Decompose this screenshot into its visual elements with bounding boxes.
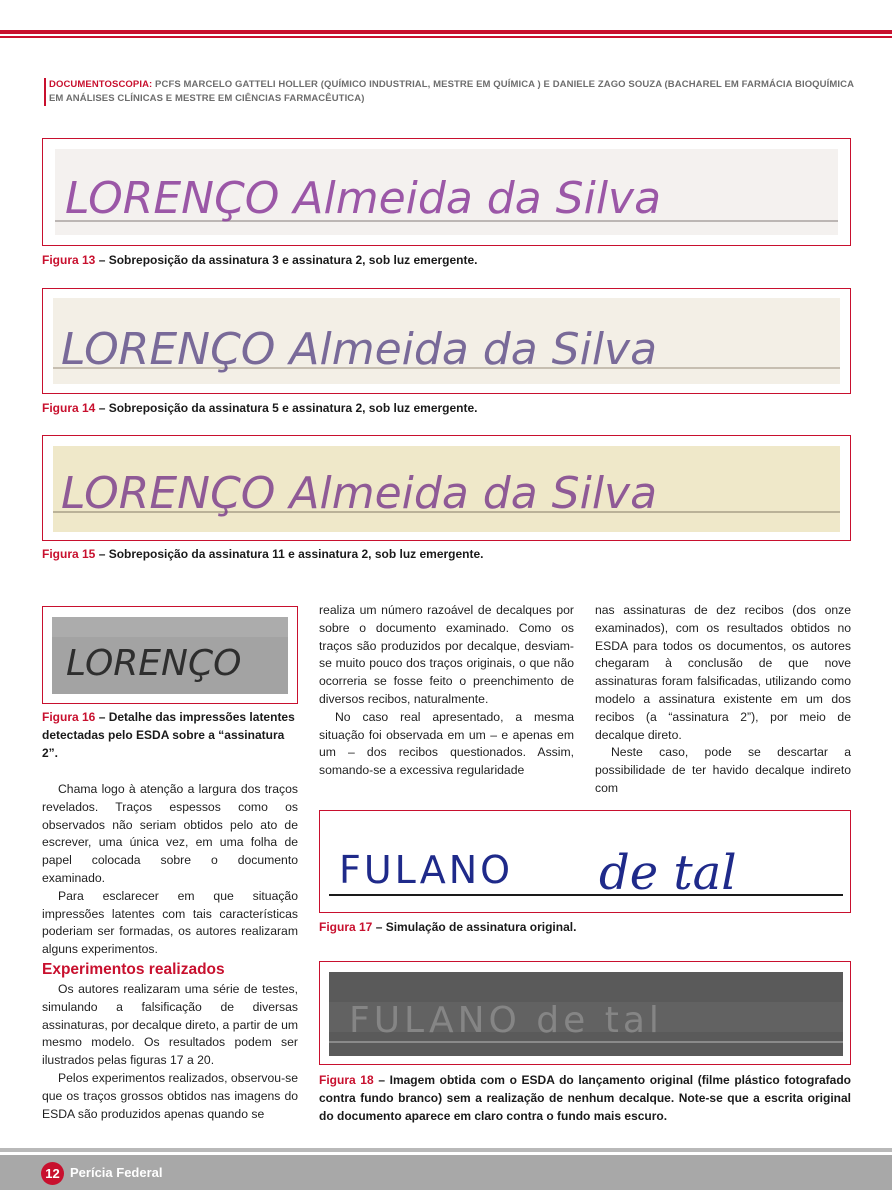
figure-16-text: – Detalhe das impressões latentes detectadas pelo ESDA sobre a “assinatura 2”.	[42, 710, 295, 760]
column-1-paragraph-2: Para esclarecer em que situação impressões latentes com tais características poderiam ser formadas, os autores realizaram alguns experimentos.	[42, 888, 298, 957]
figure-17-caption	[319, 919, 851, 936]
column-1-paragraph-1: Chama logo à atenção a largura dos traços revelados. Traços espessos como os observados não seriam obtidos pelo ato de escrever, uma única vez, em uma folha de papel colocada sobre o documento examinado.	[42, 782, 298, 885]
column-2	[319, 602, 574, 780]
figure-16-caption	[42, 708, 298, 762]
authors-line-2: EM ANÁLISES CLÍNICAS E MESTRE EM CIÊNCIAS FARMACÊUTICA)	[49, 93, 365, 104]
figure-13-label: Figura 13	[42, 253, 96, 267]
figure-14-caption	[42, 400, 851, 417]
figure-17-signature-part-1: FULANO	[339, 848, 514, 892]
figure-18-image	[329, 972, 843, 1056]
figure-16-signature: LORENÇO	[66, 643, 242, 684]
figure-13-text: – Sobreposição da assinatura 3 e assinatura 2, sob luz emergente.	[95, 253, 478, 267]
figure-15-caption	[42, 546, 851, 563]
column-3	[595, 602, 851, 798]
column-3-paragraph-2: Neste caso, pode se descartar a possibilidade de ter havido decalque indireto com	[595, 745, 851, 795]
figure-18-signature: FULANO de tal	[349, 1000, 663, 1041]
figure-17-text: – Simulação de assinatura original.	[372, 920, 577, 934]
figure-18-caption	[319, 1071, 851, 1125]
column-1-upper	[42, 781, 298, 959]
figure-16-frame	[42, 606, 298, 704]
running-head	[44, 78, 855, 106]
section-title: Experimentos realizados	[42, 961, 225, 978]
figure-17-signature-part-2: de tal	[599, 845, 737, 901]
column-2-paragraph-2: No caso real apresentado, a mesma situação foi observada em um – e apenas em um – dos recibos questionados. Assim, somando-se a excessiva regularidade	[319, 709, 574, 778]
figure-17-image	[329, 821, 843, 904]
figure-18-frame	[319, 961, 851, 1065]
section-label: DOCUMENTOSCOPIA:	[49, 79, 153, 90]
figure-15-label: Figura 15	[42, 547, 96, 561]
top-rule-thin	[0, 36, 892, 38]
figure-13-caption	[42, 252, 851, 269]
figure-15-signature: LORENÇO Almeida da Silva	[61, 468, 658, 519]
figure-15-text: – Sobreposição da assinatura 11 e assinatura 2, sob luz emergente.	[95, 547, 484, 561]
figure-14-signature: LORENÇO Almeida da Silva	[61, 324, 658, 375]
figure-14-label: Figura 14	[42, 401, 96, 415]
column-1-paragraph-4: Pelos experimentos realizados, observou-se que os traços grossos obtidos nas imagens do ESDA são produzidos apenas quando se	[42, 1070, 298, 1121]
top-rule	[0, 30, 892, 34]
figure-13-image	[55, 149, 838, 235]
authors-line-1: PCFS MARCELO GATTELI HOLLER (QUÍMICO INDUSTRIAL, MESTRE EM QUÍMICA ) E DANIELE ZAGO SOUZA (BACHAREL EM FARMÁCIA BIOQUÍMICA	[155, 79, 855, 90]
figure-15-frame	[42, 435, 851, 541]
magazine-name: Perícia Federal	[70, 1165, 163, 1180]
figure-16-label: Figura 16	[42, 710, 96, 724]
figure-15-image	[53, 446, 840, 532]
figure-14-image	[53, 298, 840, 384]
column-1-paragraph-3: Os autores realizaram uma série de testes, simulando a falsificação de diversas assinaturas, por decalque direto, a partir de um mesmo modelo. Os resultados podem ser ilustrados pelas figuras 17 a 20.	[42, 982, 298, 1068]
figure-17-frame	[319, 810, 851, 913]
figure-13-signature: LORENÇO Almeida da Silva	[65, 173, 662, 224]
figure-13-frame	[42, 138, 851, 246]
figure-18-text: – Imagem obtida com o ESDA do lançamento original (filme plástico fotografado contra fundo branco) sem a realização de nenhum decalque. Note-se que a escrita original do documento aparece em claro contra o fundo mais escuro.	[319, 1073, 851, 1123]
figure-14-text: – Sobreposição da assinatura 5 e assinatura 2, sob luz emergente.	[95, 401, 478, 415]
page-number: 12	[41, 1162, 64, 1185]
figure-14-frame	[42, 288, 851, 394]
figure-17-label: Figura 17	[319, 920, 373, 934]
figure-16-image	[52, 617, 288, 694]
figure-18-label: Figura 18	[319, 1073, 374, 1087]
column-1-lower	[42, 981, 298, 1123]
column-3-paragraph-1: nas assinaturas de dez recibos (dos onze examinados), com os resultados obtidos no ESDA para todos os documentos, os autores chegaram à conclusão de que nove assinaturas foram falsificadas, utilizando como modelo a assinatura existente em um dos recibos (a “assinatura 2”), por meio de decalque direto.	[595, 603, 851, 742]
running-head-line-1	[49, 78, 855, 92]
footer-rule	[0, 1148, 892, 1152]
column-2-paragraph-1: realiza um número razoável de decalques por sobre o documento examinado. Como os traços são produzidos por decalque, desviam-se muito pouco dos traços originais, o que não ocorreria se fosse feito o preenchimento de diversos recibos, naturalmente.	[319, 603, 574, 706]
